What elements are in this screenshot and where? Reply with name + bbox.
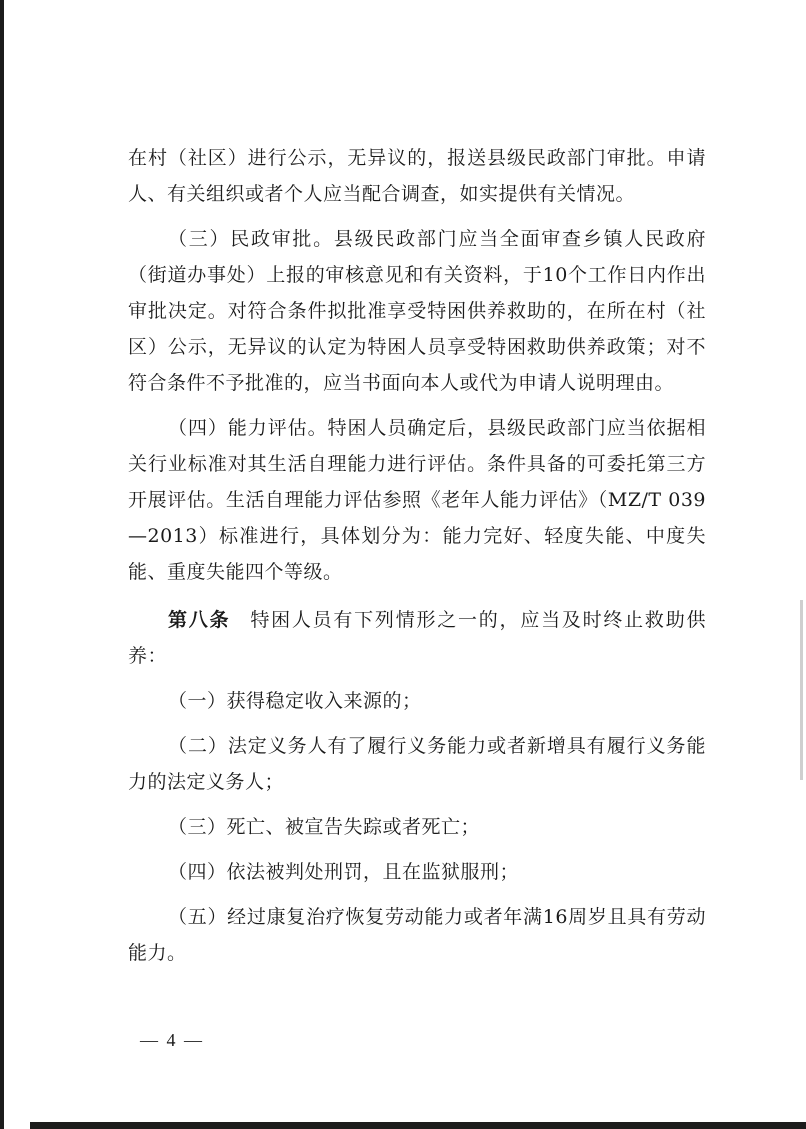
- list-item: （五）经过康复治疗恢复劳动能力或者年满16周岁且具有劳动能力。: [128, 906, 706, 964]
- page-number: — 4 —: [140, 1030, 204, 1050]
- article-paragraph: [128, 602, 706, 674]
- paragraph: （四）能力评估。特困人员确定后，县级民政部门应当依据相关行业标准对其生活自理能力进行评估。条件具备的可委托第三方开展评估。生活自理能力评估参照《老年人能力评估》（MZ/T 039—2013）标准进行，具体划分为：能力完好、轻度失能、中度失能、重度失能四个等级。: [128, 417, 706, 583]
- scan-border-right: [800, 600, 803, 780]
- article-text: 特困人员有下列情形之一的，应当及时终止救助供养：: [128, 609, 706, 667]
- list-item: （三）死亡、被宣告失踪或者死亡；: [168, 816, 481, 838]
- document-body: [128, 140, 706, 971]
- article-title: 第八条: [168, 609, 231, 631]
- list-item: （二）法定义务人有了履行义务能力或者新增具有履行义务能力的法定义务人；: [128, 735, 706, 793]
- paragraph: （三）民政审批。县级民政部门应当全面审查乡镇人民政府（街道办事处）上报的审核意见和有关资料，于10个工作日内作出审批决定。对符合条件拟批准享受特困供养救助的，在所在村（社区）公示，无异议的认定为特困人员享受特困救助供养政策；对不符合条件不予批准的，应当书面向本人或代为申请人说明理由。: [128, 228, 706, 394]
- scan-border-left: [0, 0, 4, 1129]
- list-item: （一）获得稳定收入来源的；: [168, 690, 422, 712]
- scan-border-bottom: [30, 1122, 806, 1129]
- paragraph: 在村（社区）进行公示，无异议的，报送县级民政部门审批。申请人、有关组织或者个人应当配合调查，如实提供有关情况。: [128, 147, 706, 205]
- list-item: （四）依法被判处刑罚，且在监狱服刑；: [168, 861, 520, 883]
